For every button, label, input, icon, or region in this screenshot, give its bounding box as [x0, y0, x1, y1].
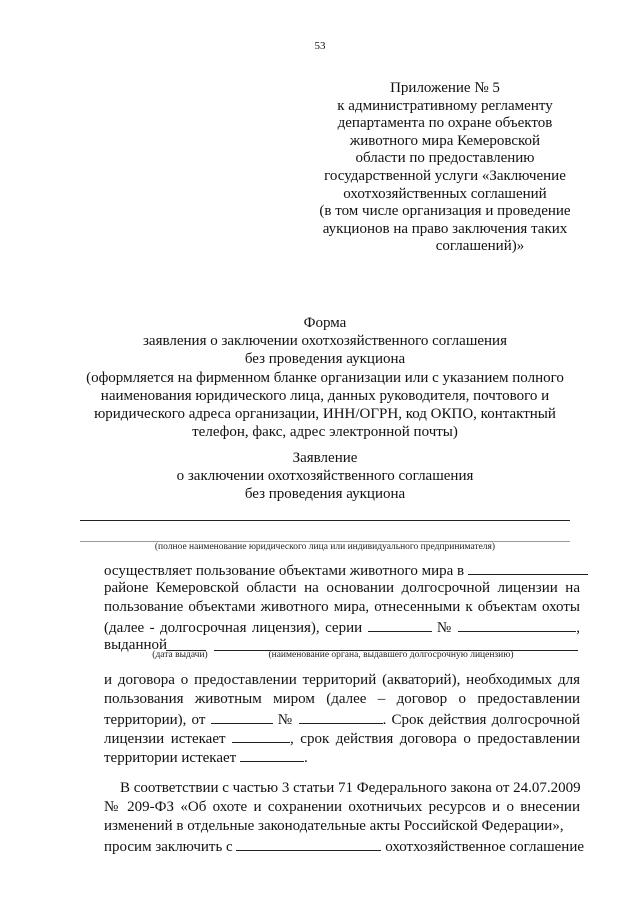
form-heading-line: наименования юридического лица, данных руководителя, почтового и: [100, 387, 550, 404]
paragraph-text: просим заключить с: [104, 839, 233, 855]
paragraph-text: №: [436, 620, 453, 636]
paragraph-text: . Срок действия долгосрочной: [382, 712, 581, 728]
agreement-number-field[interactable]: [299, 710, 383, 724]
district-field[interactable]: [468, 561, 588, 575]
paragraph-line: [104, 729, 580, 748]
paragraph-text: , срок действия договора о предоставлении: [290, 731, 580, 747]
statement-heading-line: без проведения аукциона: [244, 486, 406, 503]
paragraph-text: территории истекает: [104, 750, 237, 766]
issuing-body-caption: (наименование органа, выдавшего долгосрочную лицензию): [268, 650, 514, 660]
appendix-block: [300, 80, 590, 256]
paragraph-line: [104, 561, 580, 580]
issue-date-caption: (дата выдачи): [152, 650, 208, 660]
appendix-line: соглашений)»: [435, 238, 525, 255]
paragraph-line: изменений в отдельные законодательные акты Российской Федерации»,: [104, 818, 564, 834]
license-series-field[interactable]: [368, 618, 432, 632]
paragraph-line: пользование объектами животного мира, отнесенными к объектам охоты: [104, 599, 580, 615]
paragraph-line: пользования животным миром (далее – договор о предоставлении: [104, 691, 580, 707]
appendix-line: (в том числе организация и проведение: [319, 203, 571, 220]
paragraph-line: [120, 780, 580, 797]
paragraph-text: выданной: [104, 637, 168, 653]
appendix-line: области по предоставлению: [355, 150, 535, 167]
form-heading-line: без проведения аукциона: [244, 351, 406, 368]
statement-heading: [60, 449, 590, 504]
agreement-date-field[interactable]: [211, 710, 273, 724]
paragraph-line: [104, 710, 580, 729]
paragraph-line: [104, 837, 585, 856]
appendix-line: животного мира Кемеровской: [349, 132, 541, 149]
paragraph-text: осуществляет пользование объектами животного мира в: [104, 563, 465, 579]
agreement-party-field[interactable]: [236, 837, 381, 851]
paragraph-text: В соответствии с частью 3 статьи 71 Федерального закона от 24.07.2009: [120, 780, 581, 796]
paragraph-text: территории), от: [104, 712, 206, 728]
form-heading-line: заявления о заключении охотхозяйственного соглашения: [143, 333, 507, 350]
paragraph-line: № 209-ФЗ «Об охоте и сохранении охотничьих ресурсов и о внесении: [104, 799, 580, 815]
paragraph-text: охотхозяйственное соглашение: [385, 839, 585, 855]
paragraph-line: районе Кемеровской области на основании долгосрочной лицензии на: [104, 580, 580, 596]
license-number-field[interactable]: [458, 618, 576, 632]
license-expiry-field[interactable]: [232, 729, 290, 743]
paragraph-line: территории истекает .: [104, 750, 308, 766]
paragraph-line: (далее - долгосрочная лицензия), серии № ,: [104, 620, 580, 636]
applicant-name-caption: (полное наименование юридического лица или индивидуального предпринимателя): [154, 542, 496, 552]
form-heading-line: юридического адреса организации, ИНН/ОГРН, код ОКПО, контактный: [94, 406, 556, 423]
paragraph-text: (далее - долгосрочная лицензия), серии: [104, 620, 363, 636]
paragraph-text: лицензии истекает: [104, 731, 226, 747]
paragraph-text: №: [277, 712, 294, 728]
appendix-line: Приложение № 5: [390, 80, 500, 96]
form-heading-line: телефон, факс, адрес электронной почты): [192, 424, 458, 441]
applicant-name-line[interactable]: [80, 520, 570, 521]
appendix-line: охотхозяйственных соглашений: [343, 185, 547, 202]
paragraph-line: и договора о предоставлении территорий (акваторий), необходимых для: [104, 672, 580, 688]
form-title: Форма: [303, 315, 347, 331]
statement-title: Заявление: [292, 450, 358, 466]
appendix-line: департамента по охране объектов: [337, 115, 553, 132]
appendix-line: аукционов на право заключения таких: [322, 220, 568, 237]
appendix-line: к административному регламенту: [337, 97, 553, 114]
agreement-expiry-field[interactable]: [240, 748, 304, 762]
form-heading: [60, 314, 590, 441]
page-number: 53: [314, 40, 326, 52]
statement-heading-line: о заключении охотхозяйственного соглашения: [176, 468, 474, 485]
appendix-line: государственной услуги «Заключение: [324, 167, 566, 184]
form-heading-line: (оформляется на фирменном бланке организации или с указанием полного: [86, 369, 564, 386]
